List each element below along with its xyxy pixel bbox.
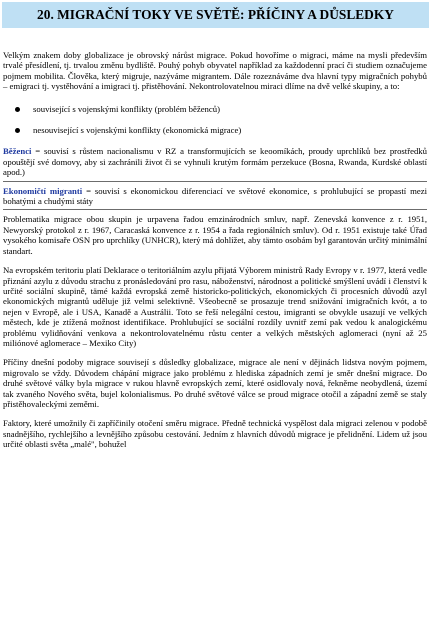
legislation-paragraph: Problematika migrace obou skupin je urpavena řadou emzinárodních smluv, např. Zenevská konvence z r. 1951, Newyorský protokol z r. 1967, Caracaská konvence z r. 1954 a řada regionálních smluv). Od r. 1951 existuje také Úřad vysokého komisaře OSN pro uprchlíky (UNHCR), který má dohlížet, aby tämto osobám byl garantován určitý minimální standart. xyxy=(3,214,427,256)
factors-paragraph: Faktory, které umožnily či zapříčinily otočení směru migrace. Předně technická vyspělost dala migraci zelenou v podobě snadnějšího, rychlejšího a levnějšího způsobu cestování. Jedním z hlavních důvodů migrace je přelidnění. Lidem už jsou určité oblasti světa „malé", bohužel xyxy=(3,418,427,450)
migration-types-list xyxy=(3,104,427,136)
economic-paragraph xyxy=(3,186,427,207)
list-item xyxy=(3,125,427,135)
document-body xyxy=(3,50,427,450)
page-title: 20. MIGRAČNÍ TOKY VE SVĚTĚ: PŘÍČINY A DŮSLEDKY xyxy=(37,7,394,22)
list-item-text: související s vojenskými konflikty (problém běženců) xyxy=(33,103,220,114)
refugees-definition: = souvisí s růstem nacionalismu v RZ a transformujících se keoomíkách, proudy uprchlíků bez prostředků opouštějí své domovy, aby si zachránili život či se vyhnuli krutým formám perzekuce (Bosna, Rwanda, Kurdské oblastí apod.) xyxy=(3,146,427,178)
economic-term: Ekonomičtí migranti xyxy=(3,185,83,196)
history-paragraph: Příčiny dnešní podoby migrace souvisejí s důsledky globalizace, migrace ale není v dějinách lidstva novým pojmem, migrovalo se vždy. Důvodem chápání migrace jako problému z hlediska západních zemí je směr dnešní migrace. Do druhé světové války byla migrace v rukou hlavně evropských zemí, které osidlovaly nová, řekněme neobydlená, území tak zvaného Nového světa, bujel kolonialismus. Po druhé světové válce se proud migrace otočil a západní země se staly přistěhovaleckými zeměmi. xyxy=(3,357,427,409)
economic-definition: = souvisí s ekonomickou diferenciací ve světové ekonomice, s prohlubující se propastí mezi bohatými a chudými státy xyxy=(3,185,427,207)
divider xyxy=(3,181,427,182)
intro-paragraph: Velkým znakem doby globalizace je obrovský nárůst migrace. Pokud hovoříme o migraci, máme na mysli především trvalé přesídlení, tj. trvalou změnu bydliště. Pouhý pohyb obyvatel například za každodenní prací či studiem označujeme pojmem mobilita. Člověka, který migruje, nazýváme migrantem. Dále rozeznáváme dva hlavní typy migračních pohybů – emigraci tj. vystěhování a imigraci tj. přistěhování. Nekontrolovatelnou miraci dlíme na dvě velké skupiny, a to: xyxy=(3,50,427,92)
bullet-icon xyxy=(15,128,20,133)
list-item xyxy=(3,104,427,114)
title-band xyxy=(2,2,429,28)
refugees-term: Běženci xyxy=(3,146,32,157)
divider xyxy=(3,209,427,210)
list-item-text: nesouvisející s vojenskými konflikty (ekonomická migrace) xyxy=(33,125,242,136)
refugees-paragraph xyxy=(3,146,427,177)
europe-paragraph: Na evropském teritoriu platí Deklarace o teritoriálním azylu přijatá Výborem ministrů Rady Evropy v r. 1977, která vedle přiznání azylu z důvodu strachu z pronásledování pro rasu, náboženství, národnost a politické smýšlení uvádí i členství k určité sociální skupině, tämé každá evropská země historicko-politických, ekonomických či procesních důvodů azyl ekonomických migrantů uděluje již velmi selektivně. Všeobecně se prosazuje trend snižování imigračních kvót, a to nejen v Evropě, ale i USA, Kanadě a Austrálii. Toto se řeší nelegální cestou, imigranti se obvykle usazují ve velkých městech, kde je ztížená možnost identifikace. Prohlubující se sociální rozdíly uvnitř zemí pak vedou k analogickému problému vylidňování venkova a nekontrolovatelnému růstu center a velkých městských aglomeraci (nyní až 25 miliónové aglomerace – Mexiko City) xyxy=(3,265,427,348)
bullet-icon xyxy=(15,107,20,112)
